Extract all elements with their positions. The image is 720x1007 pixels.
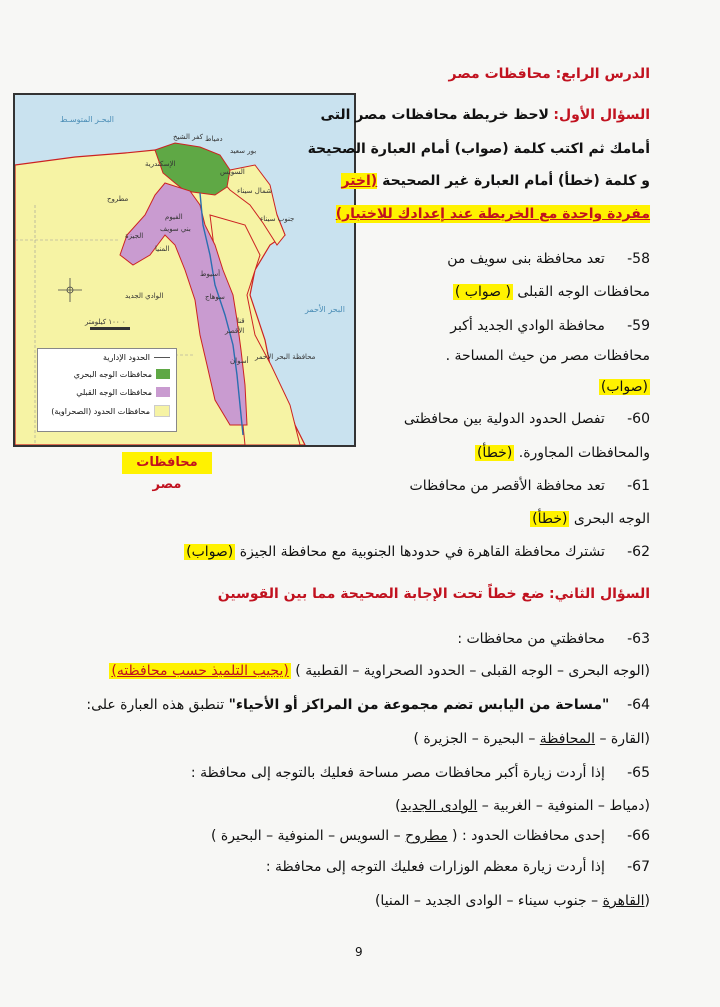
item-63: 63- محافظتي من محافظات : xyxy=(457,631,650,647)
q1-line2: أمامك ثم اكتب كلمة (صواب) أمام العبارة الصحيحة xyxy=(307,141,650,157)
answer-61: (خطأ) xyxy=(532,511,568,527)
map-label-luxor: الأقصر xyxy=(225,327,245,335)
item-64: 64- "مساحة من اليابس تضم مجموعة من المراكز أو الأحياء" تنطبق هذه العبارة على: xyxy=(86,697,650,713)
map-scale-label: ٠ ١٠٠ كيلومتر xyxy=(85,318,126,326)
answer-62: (صواب) xyxy=(186,544,234,560)
map-label-damietta: دمياط xyxy=(205,135,223,143)
item-65: 65- إذا أردت زيارة أكبر محافظات مصر مساحة فعليك بالتوجه إلى محافظة : xyxy=(190,765,650,781)
map-label-beni-suef: بني سويف xyxy=(160,225,191,233)
item-67-line2: (القاهرة – جنوب سيناء – الوادى الجديد – المنيا) xyxy=(374,893,650,909)
item-58-line2: محافظات الوجه القبلى ( صواب ) xyxy=(454,284,650,300)
page-number: 9 xyxy=(355,945,363,959)
map-label-minya: المنيا xyxy=(155,245,170,253)
lesson-title: الدرس الرابع: محافظات مصر xyxy=(448,66,650,82)
q2-header: السؤال الثاني: ضع خطاً تحت الإجابة الصحيحة مما بين القوسين xyxy=(217,586,650,602)
map-label-matruh: مطروح xyxy=(107,195,129,203)
item-64-line2: (القارة – المحافظة – البحيرة – الجزيرة ) xyxy=(413,731,650,747)
map-label-giza: الجيزة xyxy=(125,232,144,240)
item-67: 67- إذا أردت زيارة معظم الوزارات فعليك التوجه إلى محافظة : xyxy=(265,859,650,875)
item-59-answer-line xyxy=(599,378,650,396)
map-label-aswan: أسوان xyxy=(230,357,249,365)
answer-63: (يجيب التلميذ حسب محافظته) xyxy=(111,663,289,679)
item-63-line2: (الوجه البحرى – الوجه القبلى – الحدود الصحراوية – القطبية ) (يجيب التلميذ حسب محافظته) xyxy=(111,663,650,679)
map-label-red-sea-gov: محافظة البحر الأحمر xyxy=(255,353,316,361)
item-62: 62- تشترك محافظة القاهرة في حدودها الجنوبية مع محافظة الجيزة (صواب) xyxy=(186,544,650,560)
item-61-line2: الوجه البحرى (خطأ) xyxy=(532,511,650,527)
item-61: 61- تعد محافظة الأقصر من محافظات xyxy=(409,478,650,494)
map-caption: محافظات مصر xyxy=(122,452,212,474)
item-65-line2: (دمياط – المنوفية – الغربية – الوادى الجديد) xyxy=(395,798,650,814)
legend-item-lower-egypt: محافظات الوجه البحري xyxy=(74,369,170,379)
item-60: 60- تفصل الحدود الدولية بين محافظتى xyxy=(403,411,650,427)
legend-item-upper-egypt: محافظات الوجه القبلي xyxy=(76,387,170,397)
map-label-north-sinai: شمال سيناء xyxy=(237,187,272,195)
map-label-south-sinai: جنوب سيناء xyxy=(260,215,295,223)
q1-line4: مفردة واحدة مع الخريطة عند إعدادك للاختبار) xyxy=(335,206,650,222)
answer-65: الوادى الجديد xyxy=(400,798,478,814)
answer-58: ( صواب ) xyxy=(454,284,511,300)
item-58: 58- تعد محافظة بنى سويف من xyxy=(447,251,650,267)
map-legend xyxy=(37,348,177,432)
map-label-sohag: سوهاج xyxy=(205,293,225,301)
map-label-port-said: بور سعيد xyxy=(230,147,257,155)
item-59: 59- محافظة الوادي الجديد أكبر xyxy=(450,318,650,334)
egypt-governorates-map xyxy=(13,93,356,447)
map-label-red-sea: البحر الأحمر xyxy=(305,305,345,314)
item-59-line2: محافظات مصر من حيث المساحة . xyxy=(445,348,650,364)
answer-60: (خطأ) xyxy=(476,445,513,461)
legend-item-frontier: محافظات الحدود (الصحراوية) xyxy=(51,405,170,417)
map-label-alexandria: الإسكندرية xyxy=(145,160,176,168)
legend-item-boundary: الحدود الإدارية xyxy=(103,353,170,362)
answer-59: (صواب) xyxy=(600,379,648,395)
map-label-qena: قنا xyxy=(237,317,245,325)
map-label-assiut: أسيوط xyxy=(200,270,221,278)
item-66: 66- إحدى محافظات الحدود : ( مطروح – السويس – المنوفية – البحيرة ) xyxy=(211,828,650,844)
q1-line1: السؤال الأول: لاحظ خريطة محافظات مصر التى xyxy=(320,107,650,123)
answer-66: مطروح xyxy=(405,828,448,844)
item-60-line2: والمحافظات المجاورة. (خطأ) xyxy=(476,445,650,461)
map-label-suez: السويس xyxy=(220,168,245,176)
map-label-kafr-el-sheikh: كفر الشيخ xyxy=(173,133,203,141)
map-label-fayoum: الفيوم xyxy=(165,213,183,221)
map-label-mediterranean: البحـر المتوسـط xyxy=(60,115,115,124)
answer-64: المحافظة xyxy=(539,731,596,747)
q1-line3: و كلمة (خطأ) أمام العبارة غير الصحيحة (اختر xyxy=(341,173,650,189)
map-label-new-valley: الوادي الجديد xyxy=(125,292,164,300)
answer-67: القاهرة xyxy=(602,893,645,909)
